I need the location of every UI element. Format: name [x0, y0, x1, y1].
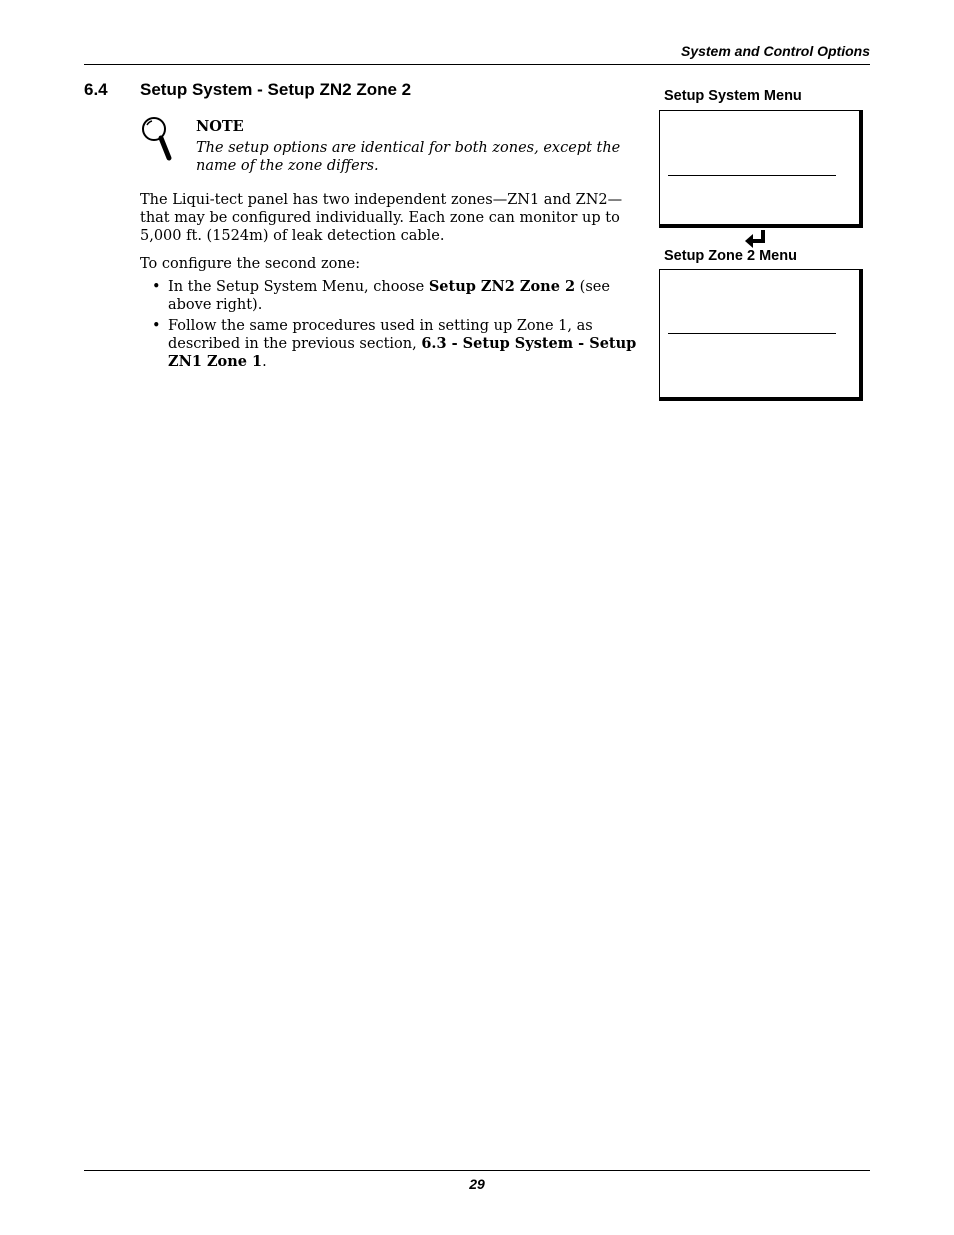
list-item — [140, 278, 645, 314]
enter-arrow-icon — [745, 229, 767, 249]
setup-system-menu-display — [659, 110, 863, 228]
header-rule — [84, 64, 870, 65]
running-head: System and Control Options — [680, 43, 870, 59]
bullet-marker: • — [152, 318, 161, 334]
list-item-text: (see above right). — [168, 279, 610, 313]
instruction-list — [140, 278, 645, 374]
setup-zone-2-menu-display — [659, 269, 863, 401]
setup-system-menu-label: Setup System Menu — [664, 88, 802, 104]
intro-paragraph: The Liqui-tect panel has two independent zones—ZN1 and ZN2—that may be configured individually. Each zone can monitor up to 5,000 ft. (1524m) of leak detection cable. — [140, 192, 623, 244]
section-number: 6.4 — [84, 80, 108, 99]
list-item-text: In the Setup System Menu, choose — [168, 279, 429, 295]
section-title: Setup System - Setup ZN2 Zone 2 — [140, 80, 412, 99]
list-item — [140, 317, 645, 371]
note-label: NOTE — [196, 118, 244, 135]
display-divider — [668, 333, 836, 334]
section-reference: 6.3 - Setup System - Setup ZN1 Zone 1 — [168, 335, 637, 370]
footer-rule — [84, 1170, 870, 1171]
menu-choice: Setup ZN2 Zone 2 — [428, 278, 576, 295]
list-item-text: Follow the same procedures used in setting up Zone 1, as described in the previous section, — [168, 318, 593, 352]
bullet-marker: • — [152, 279, 161, 295]
note-text: The setup options are identical for both zones, except the name of the zone differs. — [196, 140, 621, 174]
setup-zone-2-menu-label: Setup Zone 2 Menu — [664, 248, 797, 264]
display-divider — [668, 175, 836, 176]
magnifier-icon — [140, 116, 174, 162]
list-item-text: . — [262, 354, 267, 370]
instruction-lead: To configure the second zone: — [140, 256, 361, 272]
page-number: 29 — [469, 1176, 485, 1192]
